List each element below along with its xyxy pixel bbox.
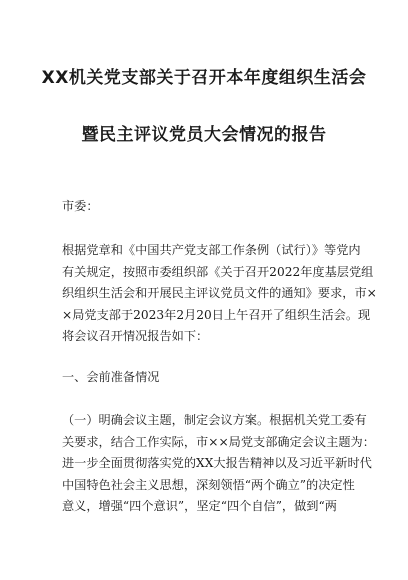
paragraph-line: ×局党支部于2023年2月20日上午召开了组织生活会。现	[62, 307, 371, 322]
section-heading: 一、会前准备情况	[62, 370, 160, 384]
paragraph-intro	[62, 240, 377, 348]
salutation: 市委：	[62, 199, 99, 213]
paragraph-line: 根据党章和《中国共产党支部工作条例（试行）》等党内	[62, 243, 361, 257]
paragraph-line: 织组织生活会和开展民主评议党员文件的通知》要求，市×	[62, 286, 377, 300]
document-title-line1: XX机关党支部关于召开本年度组织生活会	[41, 68, 367, 88]
paragraph-line: （一）明确会议主题，制定会议方案。根据机关党工委有	[62, 413, 367, 427]
paragraph-line: 关要求，结合工作实际，市××局党支部确定会议主题为：	[62, 434, 375, 449]
paragraph-line: 将会议召开情况报告如下：	[62, 329, 209, 343]
paragraph-line: 中国特色社会主义思想，深刻领悟“两个确立”的决定性	[62, 477, 355, 492]
paragraph-line: 有关规定，按照市委组织部《关于召开2022年度基层党组	[62, 264, 374, 279]
paragraph-section1	[62, 410, 375, 518]
paragraph-line: 意义，增强“四个意识”，坚定“四个自信”，做到“两	[62, 499, 337, 513]
document-title-line2: 暨民主评议党员大会情况的报告	[81, 125, 327, 145]
paragraph-line: 进一步全面贯彻落实党的XX大报告精神以及习近平新时代	[62, 456, 372, 470]
